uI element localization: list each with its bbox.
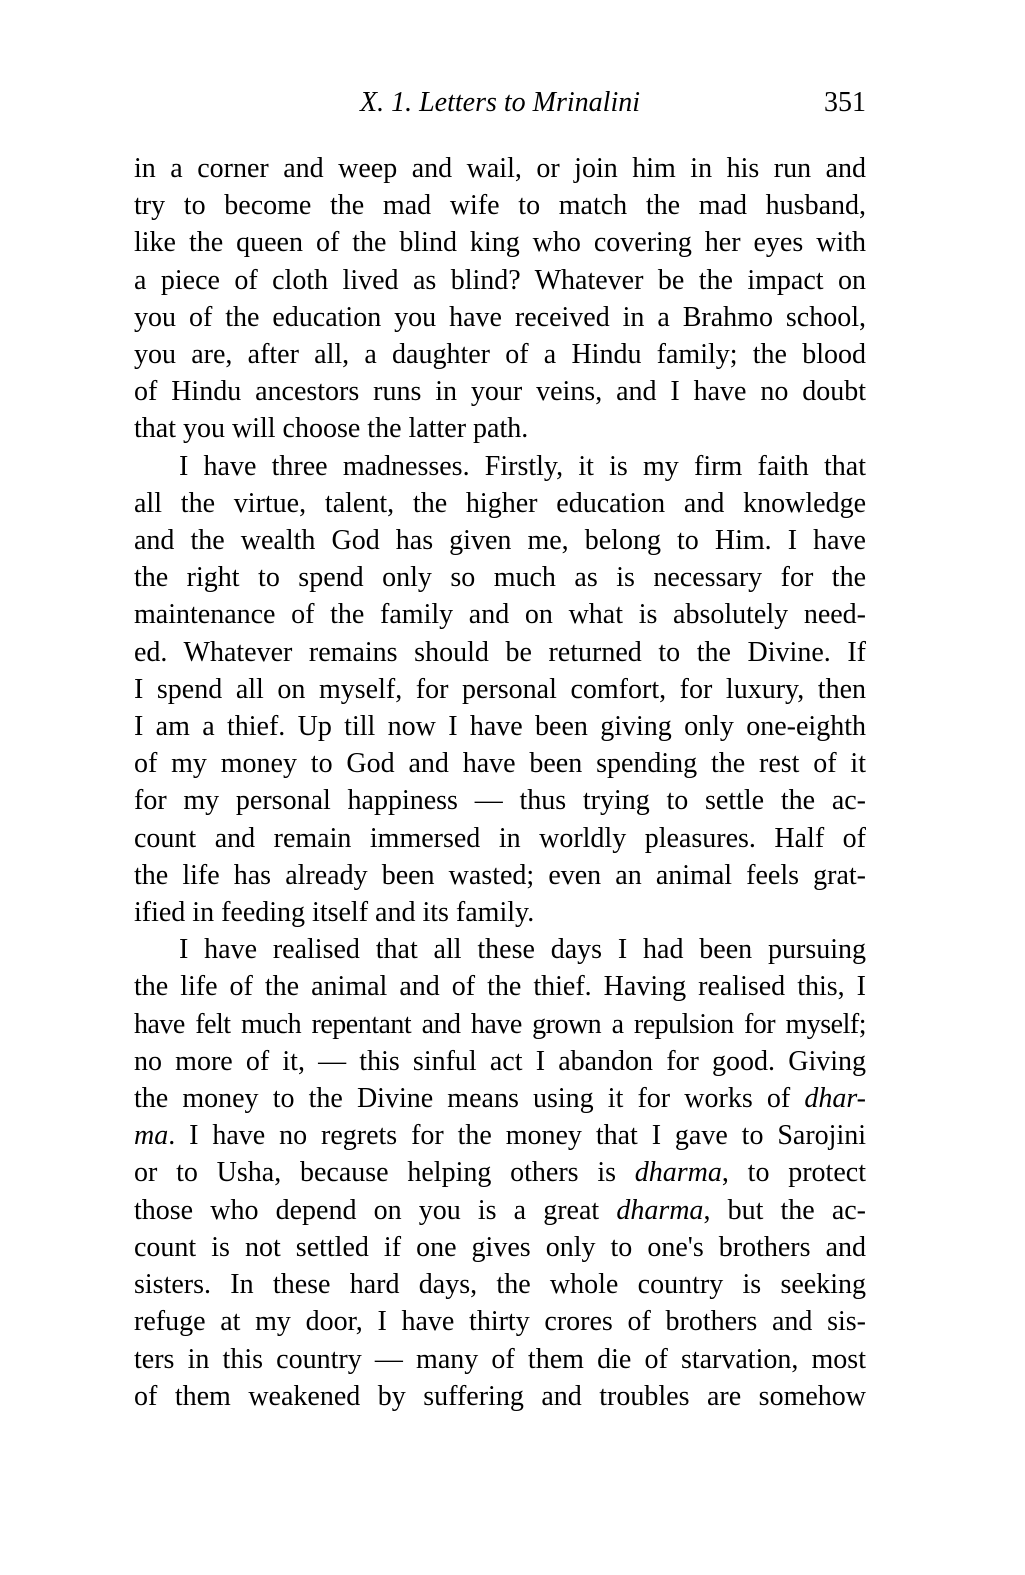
- text-line: [134, 1006, 866, 1043]
- text-segment: ters in this country — many of them die of starvation, most: [134, 1343, 866, 1375]
- text-line: ified in feeding itself and its family.: [134, 897, 535, 929]
- text-column: [134, 0, 866, 1415]
- text-line: I spend all on myself, for personal comfort, for luxury, then: [134, 673, 866, 705]
- text-line: count and remain immersed in worldly pleasures. Half of: [134, 822, 866, 854]
- text-line: [134, 1341, 866, 1378]
- text-segment: the life of the animal and of the thief. Having realised this, I: [134, 971, 866, 1003]
- italic-text-segment: dhar-: [804, 1083, 866, 1115]
- text-line: I am a thief. Up till now I have been giving only one-eighth: [134, 711, 866, 743]
- text-line: of Hindu ancestors runs in your veins, and I have no doubt: [134, 376, 866, 408]
- text-segment: refuge at my door, I have thirty crores of brothers and sis-: [134, 1306, 866, 1338]
- text-line: [134, 1154, 866, 1191]
- text-line: [134, 1192, 866, 1229]
- text-line: you of the education you have received in a Brahmo school,: [134, 301, 866, 333]
- page-header: [134, 86, 866, 120]
- page-number: 351: [824, 87, 866, 118]
- text-segment: the money to the Divine means using it for works of: [134, 1083, 805, 1115]
- text-line: a piece of cloth lived as blind? Whatever be the impact on: [134, 264, 866, 296]
- text-line: the right to spend only so much as is necessary for the: [134, 562, 866, 594]
- text-line: [134, 1378, 866, 1415]
- text-line: I have three madnesses. Firstly, it is my firm faith that: [179, 450, 866, 482]
- text-line: [134, 1080, 866, 1117]
- running-title: X. 1. Letters to Mrinalini: [360, 87, 640, 118]
- text-line: for my personal happiness — thus trying to settle the ac-: [134, 785, 866, 817]
- text-segment: have felt much repentant and have grown a repulsion for myself;: [134, 1008, 866, 1040]
- text-line: like the queen of the blind king who covering her eyes with: [134, 227, 866, 259]
- text-line: the life has already been wasted; even an animal feels grat-: [134, 859, 866, 891]
- text-segment: I have realised that all these days I had been pursuing: [179, 934, 866, 966]
- text-segment: , to protect: [721, 1157, 866, 1189]
- text-line: and the wealth God has given me, belong to Him. I have: [134, 525, 866, 557]
- text-line: you are, after all, a daughter of a Hindu family; the blood: [134, 339, 866, 371]
- text-line: [134, 1043, 866, 1080]
- text-line: all the virtue, talent, the higher education and knowledge: [134, 487, 866, 519]
- italic-text-segment: dharma: [616, 1194, 704, 1226]
- paragraph-1: [134, 150, 866, 448]
- text-segment: sisters. In these hard days, the whole country is seeking: [134, 1269, 866, 1301]
- text-line: ed. Whatever remains should be returned to the Divine. If: [134, 636, 866, 668]
- text-line: [134, 1117, 866, 1154]
- italic-text-segment: ma: [134, 1120, 169, 1152]
- text-line: [134, 931, 866, 968]
- text-segment: those who depend on you is a great: [134, 1194, 617, 1226]
- text-segment: . I have no regrets for the money that I gave to Sarojini: [168, 1120, 866, 1152]
- text-line: in a corner and weep and wail, or join him in his run and: [134, 153, 866, 184]
- paragraph-3: [134, 931, 866, 1415]
- text-line: [134, 1303, 866, 1340]
- text-segment: of them weakened by suffering and troubles are somehow: [134, 1380, 866, 1412]
- text-line: try to become the mad wife to match the mad husband,: [134, 190, 866, 222]
- text-line: maintenance of the family and on what is absolutely need-: [134, 599, 866, 631]
- text-line: that you will choose the latter path.: [134, 413, 529, 445]
- paragraph-2: [134, 448, 866, 932]
- text-line: [134, 968, 866, 1005]
- text-line: [134, 1266, 866, 1303]
- italic-text-segment: dharma: [634, 1157, 722, 1189]
- page-body: [134, 150, 866, 1415]
- text-segment: no more of it, — this sinful act I abandon for good. Giving: [134, 1045, 866, 1077]
- text-segment: or to Usha, because helping others is: [134, 1157, 635, 1189]
- text-segment: , but the ac-: [703, 1194, 866, 1226]
- text-line: of my money to God and have been spending the rest of it: [134, 748, 866, 780]
- text-segment: count is not settled if one gives only to one's brothers and: [134, 1231, 866, 1263]
- text-line: [134, 1229, 866, 1266]
